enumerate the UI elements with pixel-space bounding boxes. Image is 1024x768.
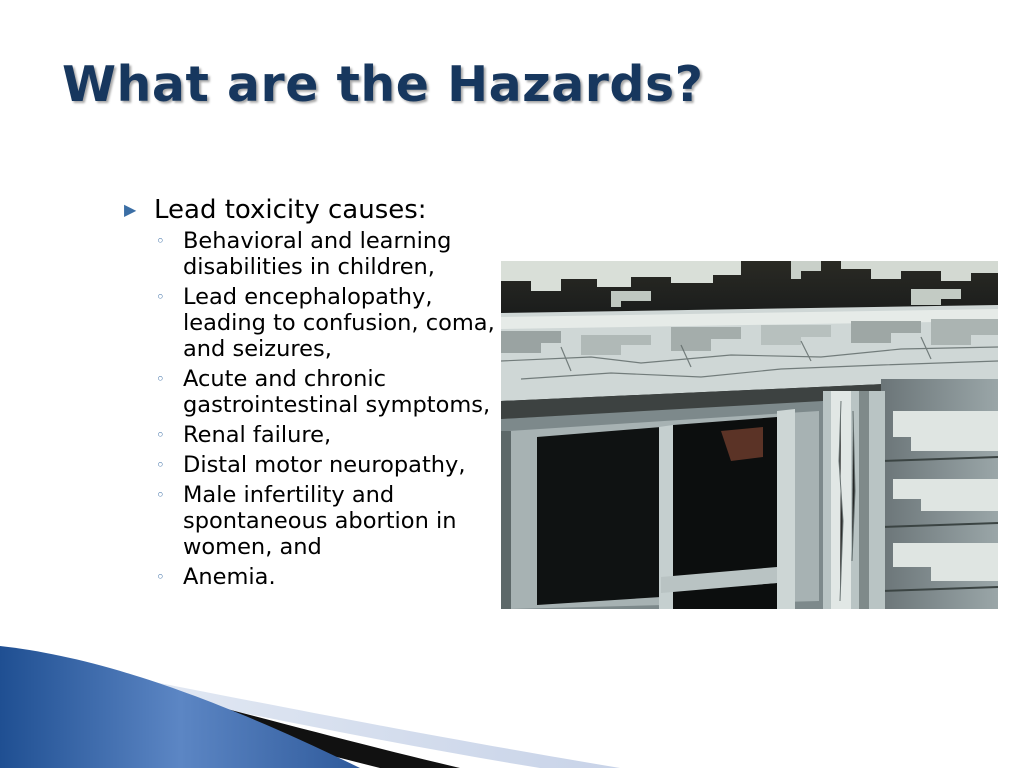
hollow-circle-icon: ◦ — [156, 426, 165, 444]
sub-bullet-text: Renal failure, — [183, 422, 332, 448]
sub-bullet-text: Lead encephalopathy, leading to confusion, coma, and seizures, — [183, 284, 495, 362]
hollow-circle-icon: ◦ — [156, 288, 165, 306]
sub-bullet-text: Male infertility and spontaneous abortion in women, and — [183, 482, 457, 560]
sub-bullet-list — [124, 228, 496, 590]
sub-bullet-item — [156, 366, 496, 418]
content-area — [124, 194, 496, 594]
bullet-text: Lead toxicity causes: — [154, 195, 427, 225]
sub-bullet-item — [156, 564, 496, 590]
sub-bullet-item — [156, 482, 496, 560]
sub-bullet-text: Behavioral and learning disabilities in children, — [183, 228, 452, 280]
sub-bullet-item — [156, 422, 496, 448]
hollow-circle-icon: ◦ — [156, 456, 165, 474]
sub-bullet-item — [156, 452, 496, 478]
hollow-circle-icon: ◦ — [156, 232, 165, 250]
sub-bullet-item — [156, 284, 496, 362]
sub-bullet-text: Acute and chronic gastrointestinal symptoms, — [183, 366, 491, 418]
hollow-circle-icon: ◦ — [156, 568, 165, 586]
peeling-paint-window-photo — [501, 261, 998, 609]
slide-title: What are the Hazards? — [62, 56, 704, 113]
hollow-circle-icon: ◦ — [156, 486, 165, 504]
sub-bullet-text: Distal motor neuropathy, — [183, 452, 466, 478]
sub-bullet-text: Anemia. — [183, 564, 276, 590]
hollow-circle-icon: ◦ — [156, 370, 165, 388]
sub-bullet-item — [156, 228, 496, 280]
bullet-item — [124, 194, 496, 226]
triangle-right-icon: ▶ — [124, 200, 137, 219]
decorative-wave — [0, 646, 620, 768]
